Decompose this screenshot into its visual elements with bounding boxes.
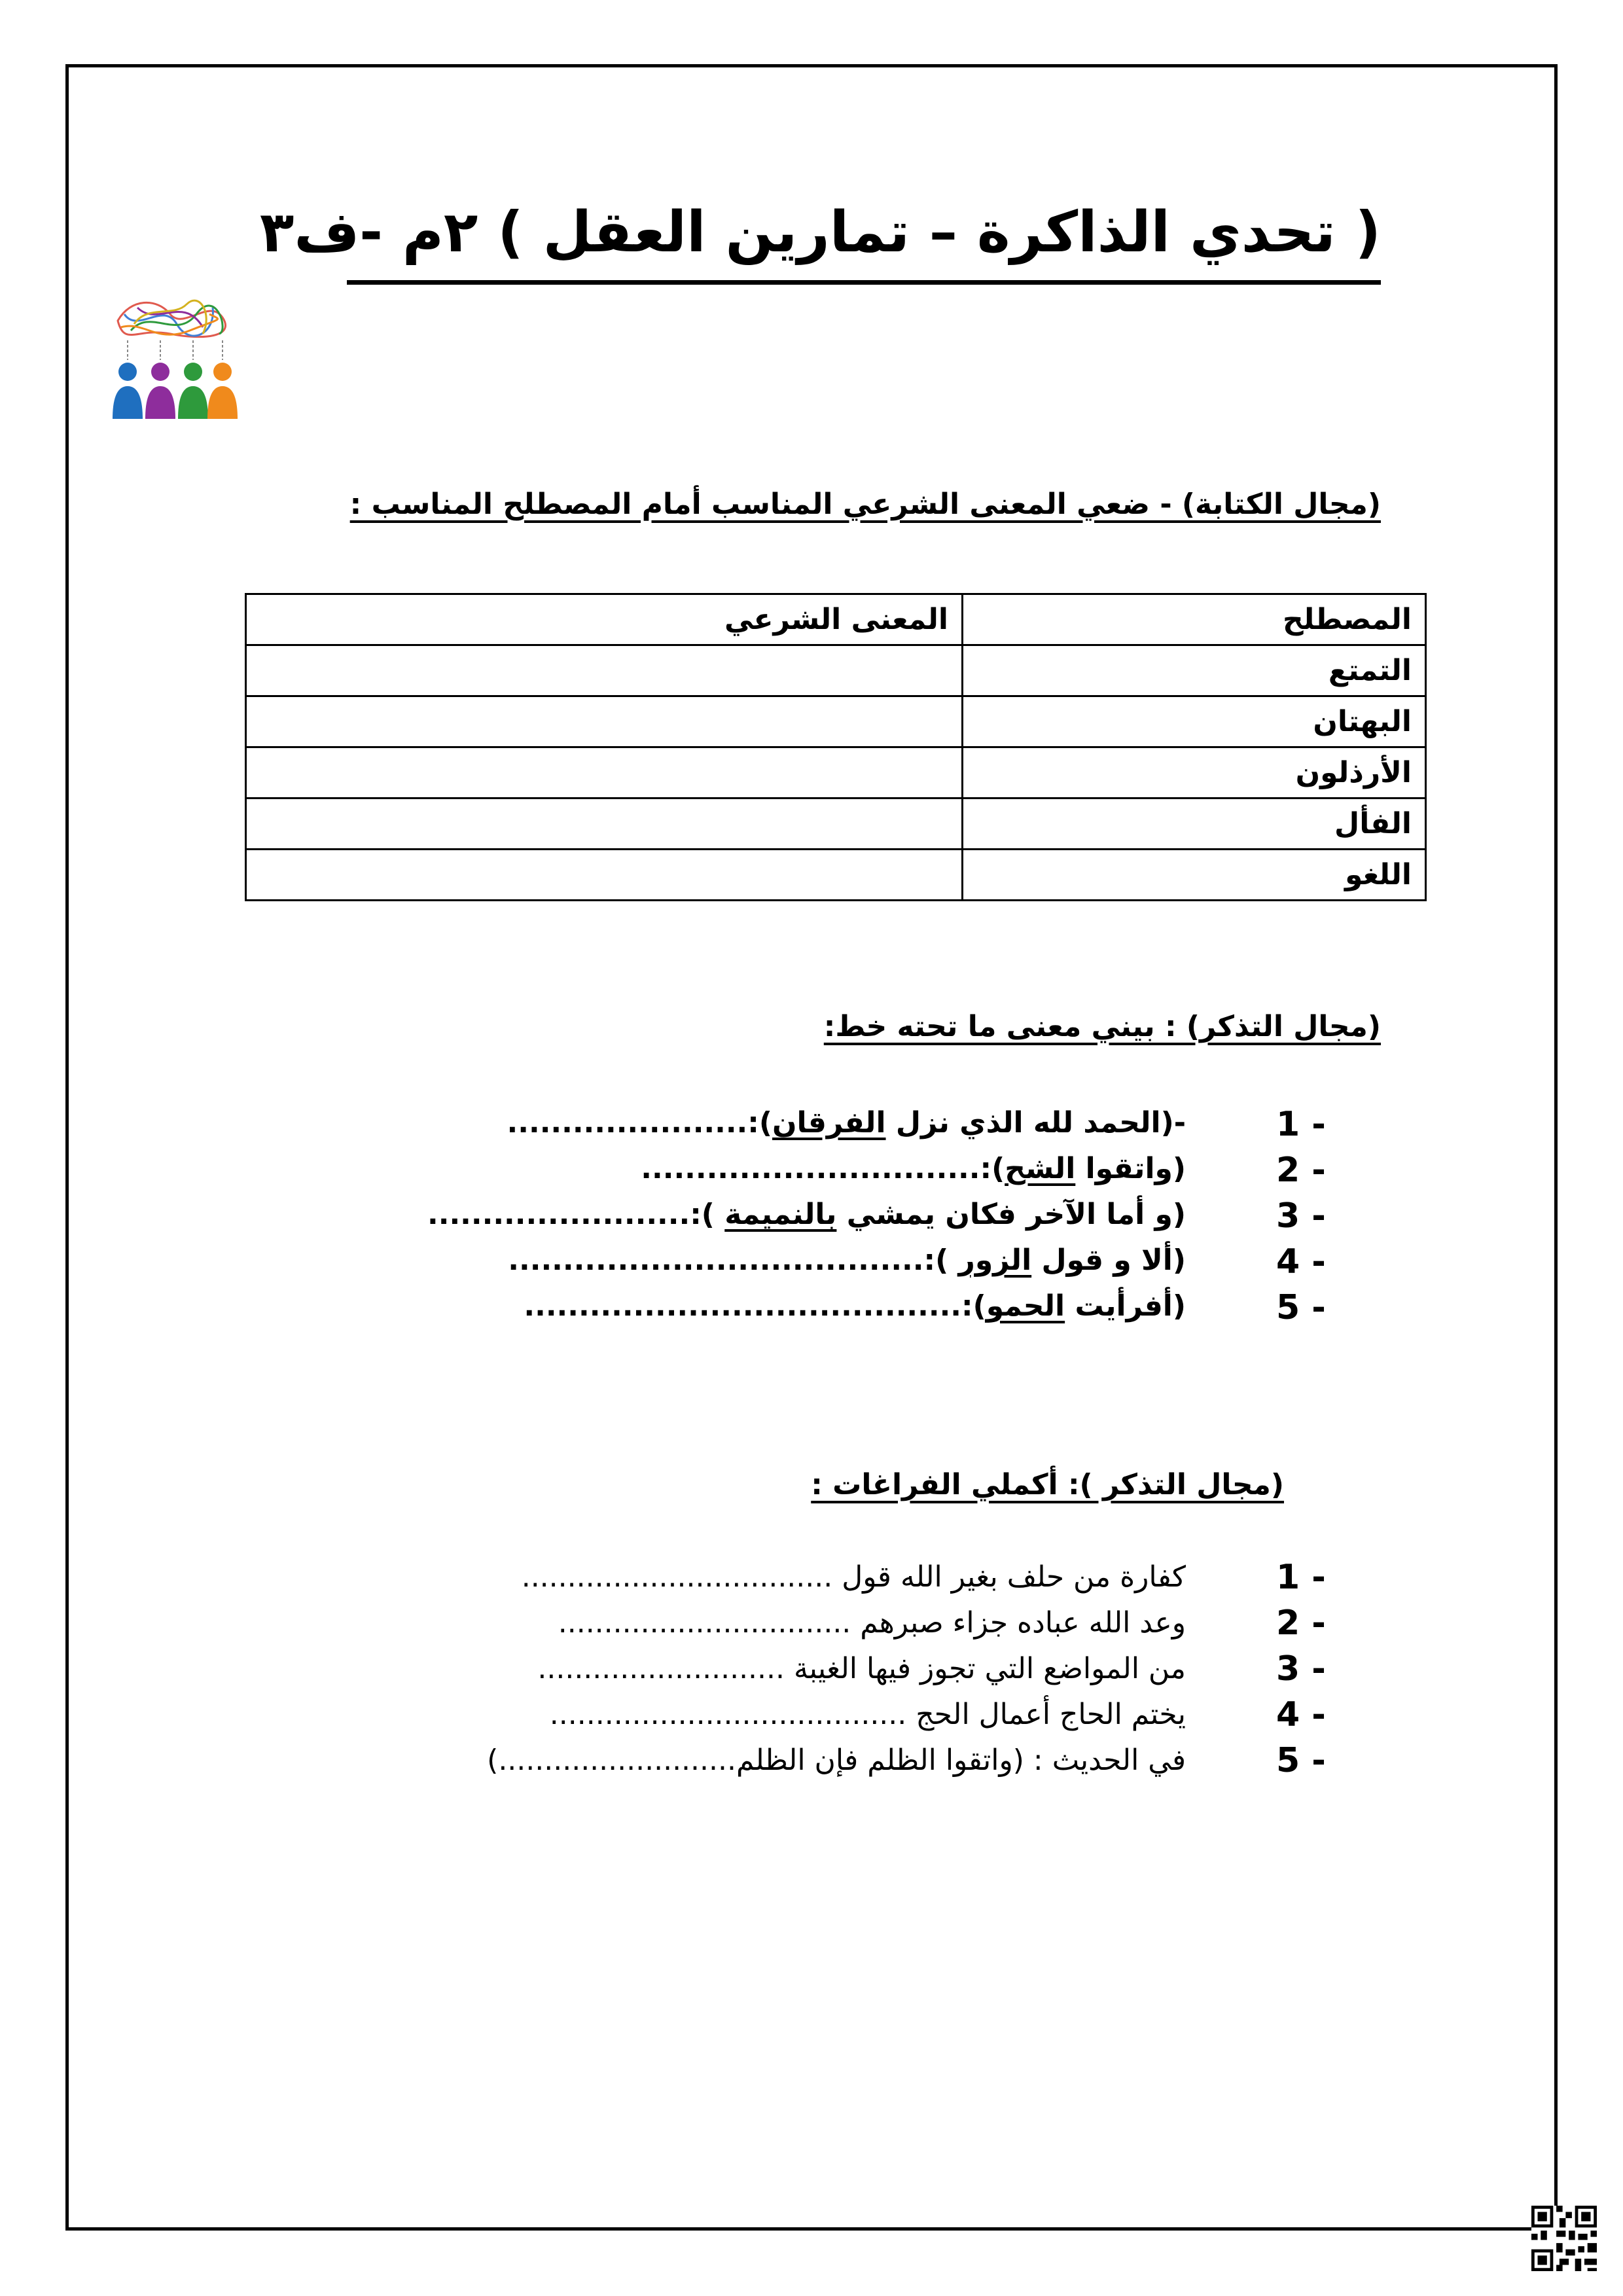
term-cell: الأرذلون bbox=[963, 747, 1426, 798]
table-row bbox=[246, 645, 1426, 696]
meaning-answer-cell[interactable] bbox=[246, 850, 963, 901]
item-number: 2 - bbox=[1276, 1604, 1326, 1643]
item-number: 2 - bbox=[1276, 1151, 1326, 1190]
question-text: -(الحمد لله الذي نزل bbox=[885, 1106, 1186, 1139]
meaning-question-1 bbox=[507, 1106, 1186, 1139]
question-text: (ألا و قول bbox=[1031, 1244, 1186, 1277]
header-meaning: المعنى الشرعي bbox=[246, 594, 963, 645]
qr-code-icon bbox=[1531, 2206, 1597, 2271]
meaning-question-3 bbox=[427, 1198, 1186, 1231]
fill-question-5[interactable]: في الحديث : (واتقوا الظلم فإن الظلم..........................) bbox=[487, 1744, 1186, 1777]
page-title: ( تحدي الذاكرة – تمارين العقل ) ٢م -ف٣ bbox=[259, 200, 1381, 265]
title-block bbox=[259, 196, 1381, 285]
meaning-answer-cell[interactable] bbox=[246, 747, 963, 798]
underlined-word: الحمو bbox=[986, 1289, 1065, 1323]
meaning-answer-cell[interactable] bbox=[246, 645, 963, 696]
item-number: 5 - bbox=[1276, 1288, 1326, 1327]
answer-blank[interactable]: ........................ bbox=[427, 1198, 690, 1231]
question-text: ): bbox=[747, 1106, 772, 1139]
fill-question-3[interactable]: من المواضع التي تجوز فيها الغيبة ........................... bbox=[537, 1652, 1186, 1685]
question-text: ): bbox=[980, 1152, 1005, 1185]
question-text: ): bbox=[690, 1198, 725, 1231]
answer-blank[interactable]: ...................................... bbox=[508, 1244, 924, 1277]
terms-table bbox=[245, 593, 1427, 901]
underlined-word: الزور bbox=[958, 1244, 1032, 1277]
term-cell: البهتان bbox=[963, 696, 1426, 747]
question-text: (و أما الآخر فكان يمشي bbox=[836, 1198, 1186, 1231]
table-row bbox=[246, 747, 1426, 798]
fill-question-4[interactable]: يختم الحاج أعمال الحج ....................................... bbox=[549, 1698, 1186, 1731]
question-text: (أفرأيت bbox=[1065, 1289, 1186, 1323]
question-text: ): bbox=[961, 1289, 986, 1323]
answer-blank[interactable]: ...................... bbox=[507, 1106, 748, 1139]
table-row bbox=[246, 696, 1426, 747]
item-number: 3 - bbox=[1276, 1649, 1326, 1689]
item-number: 3 - bbox=[1276, 1196, 1326, 1236]
term-cell: التمتع bbox=[963, 645, 1426, 696]
meaning-answer-cell[interactable] bbox=[246, 696, 963, 747]
item-number: 4 - bbox=[1276, 1695, 1326, 1734]
table-row bbox=[246, 798, 1426, 850]
underlined-word: الفرقان bbox=[772, 1106, 886, 1139]
underlined-word: بالنميمة bbox=[724, 1198, 837, 1231]
fill-question-1[interactable]: كفارة من حلف بغير الله قول .................................. bbox=[521, 1560, 1186, 1594]
underlined-word: الشح bbox=[1005, 1152, 1076, 1185]
meaning-answer-cell[interactable] bbox=[246, 798, 963, 850]
question-text: ): bbox=[923, 1244, 959, 1277]
item-number: 4 - bbox=[1276, 1242, 1326, 1282]
question-text: (واتقوا bbox=[1075, 1152, 1186, 1185]
item-number: 1 - bbox=[1276, 1558, 1326, 1597]
section-meaning-heading: (مجال التذكر) : بيني معنى ما تحته خط: bbox=[823, 1010, 1381, 1043]
page-border bbox=[65, 64, 1558, 2231]
item-number: 5 - bbox=[1276, 1741, 1326, 1780]
meaning-question-5 bbox=[524, 1289, 1186, 1323]
thinking-people-icon bbox=[98, 295, 242, 419]
table-header-row bbox=[246, 594, 1426, 645]
term-cell: اللغو bbox=[963, 850, 1426, 901]
answer-blank[interactable]: ............................... bbox=[641, 1152, 980, 1185]
term-cell: الفأل bbox=[963, 798, 1426, 850]
answer-blank[interactable]: ........................................ bbox=[524, 1289, 961, 1323]
item-number: 1 - bbox=[1276, 1105, 1326, 1144]
table-row bbox=[246, 850, 1426, 901]
meaning-question-4 bbox=[508, 1244, 1186, 1277]
header-term: المصطلح bbox=[963, 594, 1426, 645]
section-fill-blanks-heading: (مجال التذكر ): أكملي الفراغات : bbox=[811, 1468, 1284, 1501]
section-writing-heading: (مجال الكتابة) - ضعي المعنى الشرعي المناسب أمام المصطلح المناسب : bbox=[349, 488, 1381, 521]
meaning-question-2 bbox=[641, 1152, 1186, 1185]
fill-question-2[interactable]: وعد الله عباده جزاء صبرهم ................................ bbox=[558, 1606, 1186, 1640]
